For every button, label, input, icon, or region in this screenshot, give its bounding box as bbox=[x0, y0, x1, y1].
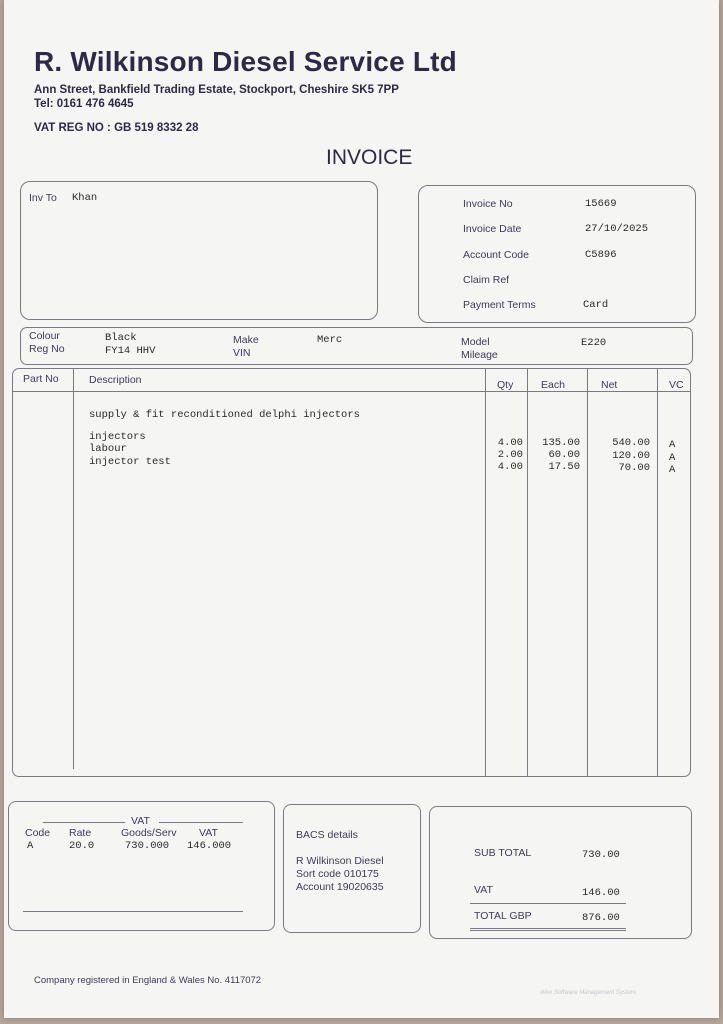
table-row-net: 540.00 bbox=[612, 437, 650, 449]
table-row-vc: A bbox=[669, 439, 676, 451]
items-table bbox=[12, 368, 691, 777]
invoice-details-box bbox=[418, 185, 696, 323]
vat-total-value: 146.00 bbox=[582, 887, 620, 899]
total-gbp-value: 876.00 bbox=[582, 912, 620, 924]
table-row-description: injectors bbox=[89, 431, 146, 443]
vehicle-bar bbox=[20, 327, 693, 365]
total-gbp-label: TOTAL GBP bbox=[474, 910, 532, 922]
model-label: Model bbox=[461, 336, 490, 348]
table-row-description: injector test bbox=[89, 456, 171, 468]
table-row-qty: 4.00 bbox=[497, 461, 523, 473]
table-row-vc: A bbox=[669, 452, 676, 464]
table-row-each: 135.00 bbox=[542, 437, 580, 449]
bacs-name: R Wilkinson Diesel bbox=[296, 855, 384, 867]
vat-goods-label: Goods/Serv bbox=[121, 827, 177, 839]
vat-total-label: VAT bbox=[474, 884, 493, 896]
invoice-to-box bbox=[20, 181, 378, 320]
account-code: C5896 bbox=[585, 249, 617, 261]
bacs-sort-code: Sort code 010175 bbox=[296, 868, 379, 880]
document-title: INVOICE bbox=[326, 146, 413, 169]
colour-value: Black bbox=[105, 332, 137, 344]
make-label: Make bbox=[233, 334, 259, 346]
colour-label: Colour bbox=[29, 330, 60, 342]
reg-no-value: FY14 HHV bbox=[105, 345, 156, 357]
bacs-account: Account 19020635 bbox=[296, 881, 384, 893]
company-name: R. Wilkinson Diesel Service Ltd bbox=[34, 46, 457, 77]
vat-rate-label: Rate bbox=[69, 827, 92, 839]
bacs-title: BACS details bbox=[296, 829, 358, 841]
payment-terms-label: Payment Terms bbox=[463, 299, 536, 311]
bacs-box bbox=[283, 804, 421, 933]
header-each: Each bbox=[541, 379, 565, 391]
table-row-each: 17.50 bbox=[548, 461, 580, 473]
invoice-no-label: Invoice No bbox=[463, 198, 513, 210]
vat-amount: 146.000 bbox=[187, 840, 232, 852]
job-heading: supply & fit reconditioned delphi injectors bbox=[89, 409, 360, 421]
table-row-qty: 2.00 bbox=[497, 449, 523, 461]
table-row-vc: A bbox=[669, 464, 676, 476]
vat-code-label: Code bbox=[25, 827, 51, 839]
vat-goods: 730.000 bbox=[125, 840, 170, 852]
payment-terms: Card bbox=[583, 299, 609, 311]
software-watermark: Wee Software Management System bbox=[540, 990, 636, 996]
subtotal-label: SUB TOTAL bbox=[474, 847, 532, 859]
company-registration: Company registered in England & Wales No. 4117072 bbox=[34, 975, 262, 986]
vin-label: VIN bbox=[233, 347, 251, 359]
vat-summary-title: VAT bbox=[131, 815, 150, 827]
invoice-no: 15669 bbox=[585, 198, 617, 210]
header-vc: VC bbox=[669, 379, 684, 391]
mileage-label: Mileage bbox=[461, 349, 498, 361]
company-phone: Tel: 0161 476 4645 bbox=[34, 98, 134, 110]
vat-registration: VAT REG NO : GB 519 8332 28 bbox=[34, 122, 199, 134]
invoice-date: 27/10/2025 bbox=[585, 223, 649, 235]
invoice-date-label: Invoice Date bbox=[463, 223, 522, 235]
table-row-qty: 4.00 bbox=[497, 437, 523, 449]
vat-summary-box bbox=[8, 801, 275, 931]
model-value: E220 bbox=[581, 337, 607, 349]
inv-to-label: Inv To bbox=[29, 192, 57, 204]
totals-box bbox=[429, 806, 692, 939]
vat-rate: 20.0 bbox=[69, 840, 95, 852]
invoice-page bbox=[4, 0, 719, 1018]
table-row-each: 60.00 bbox=[548, 449, 580, 461]
company-address: Ann Street, Bankfield Trading Estate, Stockport, Cheshire SK5 7PP bbox=[34, 84, 399, 96]
header-description: Description bbox=[89, 374, 142, 386]
table-row-net: 70.00 bbox=[618, 462, 650, 474]
table-row-description: labour bbox=[89, 443, 127, 455]
make-value: Merc bbox=[317, 334, 343, 346]
subtotal-value: 730.00 bbox=[582, 849, 620, 861]
header-qty: Qty bbox=[497, 379, 514, 391]
account-code-label: Account Code bbox=[463, 249, 529, 261]
table-row-net: 120.00 bbox=[612, 450, 650, 462]
vat-code: A bbox=[27, 840, 34, 852]
vat-amount-label: VAT bbox=[199, 827, 218, 839]
header-net: Net bbox=[601, 379, 618, 391]
inv-to-value: Khan bbox=[72, 192, 98, 204]
claim-ref-label: Claim Ref bbox=[463, 274, 510, 286]
header-part-no: Part No bbox=[23, 373, 59, 385]
reg-no-label: Reg No bbox=[29, 343, 65, 355]
